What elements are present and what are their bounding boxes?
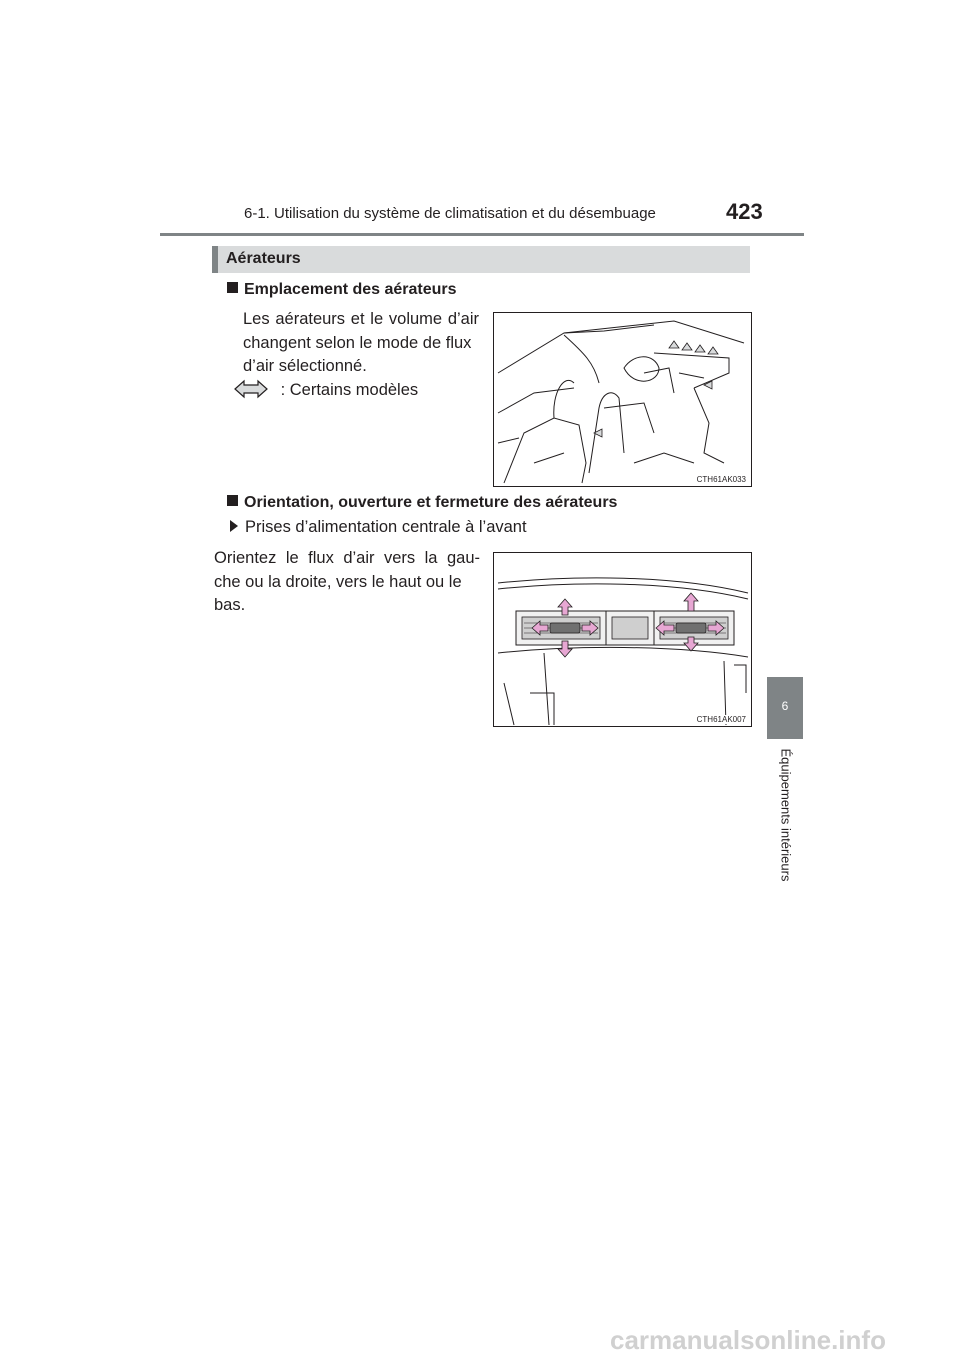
chapter-tab xyxy=(767,677,803,739)
bullet-item xyxy=(230,518,527,537)
paragraph-line: changent selon le mode de flux xyxy=(243,333,472,352)
running-header: 6-1. Utilisation du système de climatisation et du désembuage xyxy=(244,205,656,222)
square-bullet-icon xyxy=(227,282,238,293)
paragraph-line: Les aérateurs et le volume d’air xyxy=(243,310,479,328)
subheading-text: Orientation, ouverture et fermeture des aérateurs xyxy=(244,494,618,511)
figure-code: CTH61AK007 xyxy=(696,715,746,724)
section-accent xyxy=(212,246,218,273)
cabin-vents-illustration xyxy=(493,312,752,487)
chapter-number: 6 xyxy=(781,699,789,713)
center-vents-illustration xyxy=(493,552,752,727)
double-arrow-icon xyxy=(234,379,268,399)
paragraph-line: d’air sélectionné. xyxy=(243,357,367,375)
car-interior-drawing xyxy=(494,313,751,486)
header-rule xyxy=(160,233,804,236)
vent-orientation-paragraph xyxy=(214,547,480,618)
dashboard-vents-drawing xyxy=(494,553,751,726)
paragraph-line: bas. xyxy=(214,596,246,614)
square-bullet-icon xyxy=(227,495,238,506)
bullet-text: Prises d’alimentation centrale à l’avant xyxy=(245,518,527,536)
subheading-text: Emplacement des aérateurs xyxy=(244,281,457,298)
legend-text: : Certains modèles xyxy=(280,381,419,399)
subheading-vent-location xyxy=(227,281,457,299)
section-title: Aérateurs xyxy=(226,250,301,267)
page-number: 423 xyxy=(726,199,763,224)
watermark: carmanualsonline.info xyxy=(610,1325,886,1355)
triangle-bullet-icon xyxy=(230,520,238,532)
chapter-label: Équipements intérieurs xyxy=(778,748,794,882)
paragraph-line: che ou la droite, vers le haut ou le xyxy=(214,572,462,591)
vent-location-paragraph xyxy=(243,308,479,379)
subheading-vent-orientation xyxy=(227,494,617,512)
paragraph-line: Orientez le flux d’air vers la gau- xyxy=(214,549,480,567)
legend xyxy=(234,379,418,400)
figure-code: CTH61AK033 xyxy=(696,475,746,484)
section-heading-bar xyxy=(212,246,750,273)
